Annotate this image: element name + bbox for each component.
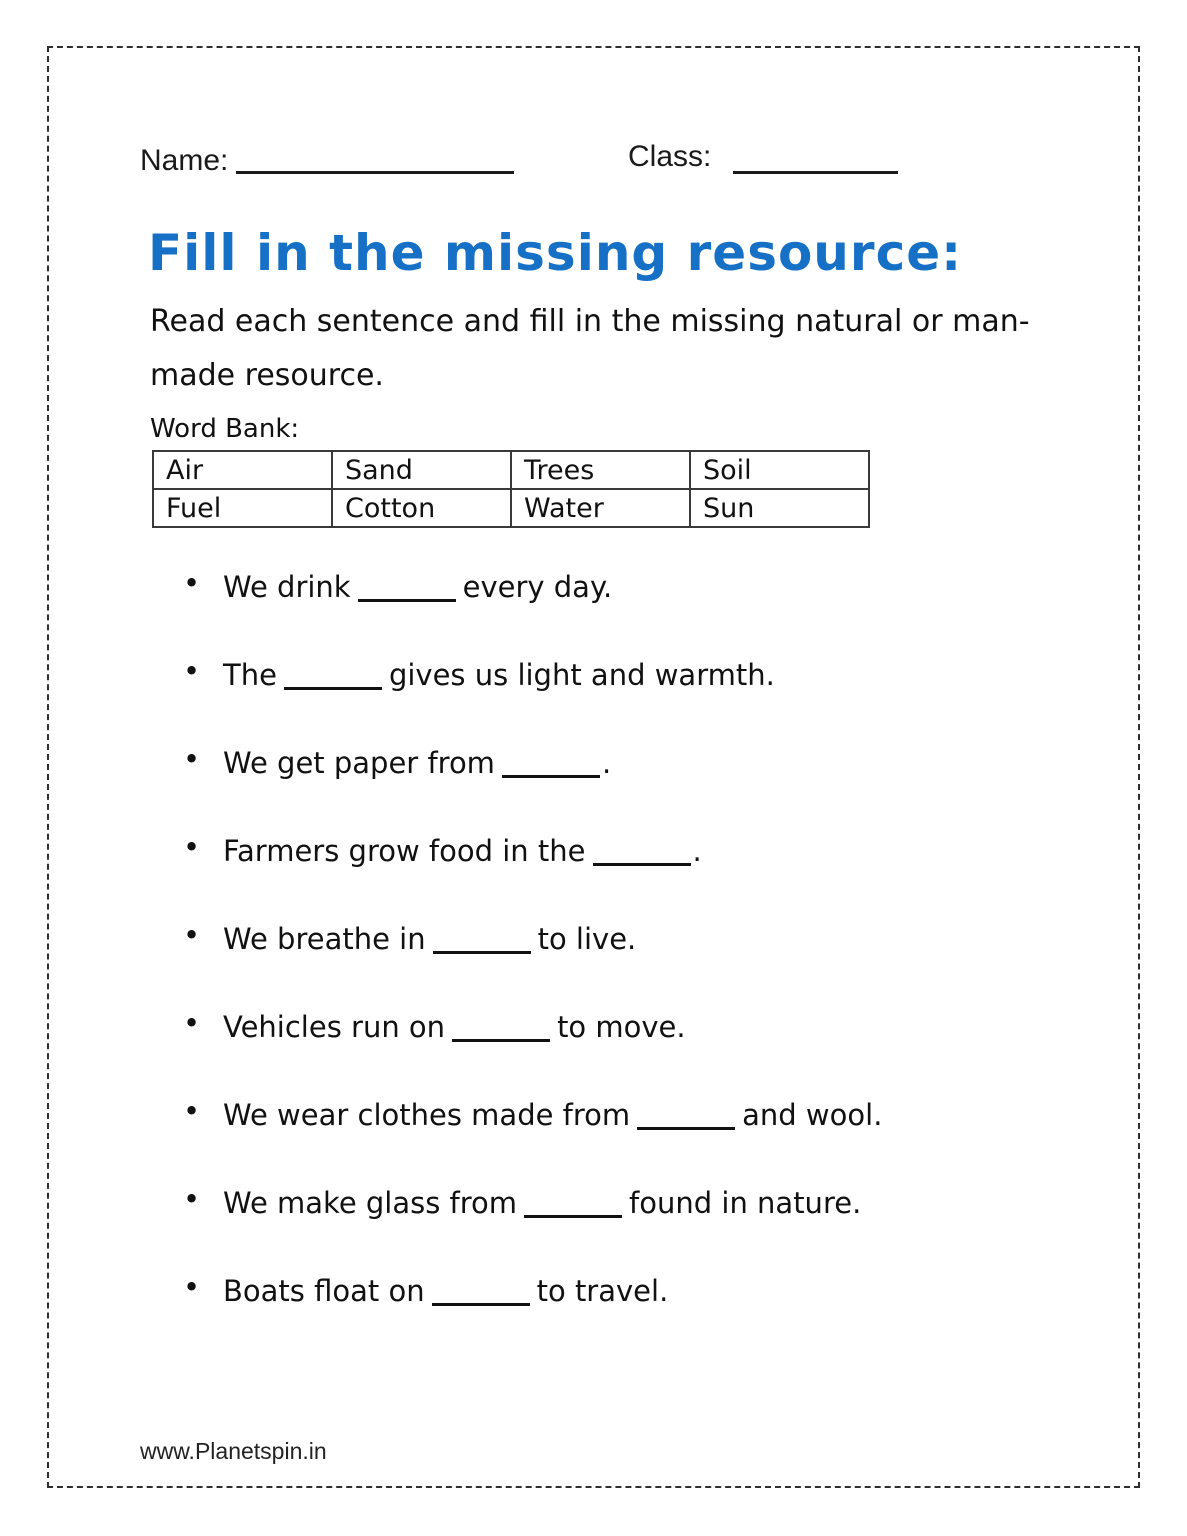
instruction-line-1: Read each sentence and fill in the missing natural or man- [150,304,1030,339]
name-class-row [140,140,900,178]
sentence-after: . [692,834,702,868]
sentence-before: Farmers grow food in the [223,834,586,868]
sentence-after: to move. [557,1010,686,1044]
class-label: Class: [628,140,712,173]
bullet-dot: • [183,1270,201,1304]
sentence-after: and wool. [742,1098,883,1132]
answer-blank[interactable] [433,925,531,954]
answer-blank[interactable] [432,1277,530,1306]
sentence-item [183,1184,882,1272]
sentence-after: found in nature. [629,1186,862,1220]
word-bank-cell: Air [153,451,332,489]
sentence-item [183,832,882,920]
sentence-after: every day. [462,570,613,604]
bullet-dot: • [183,1182,201,1216]
sentence-before: Vehicles run on [223,1010,446,1044]
word-bank-row [153,451,869,489]
word-bank-cell: Cotton [332,489,511,527]
sentence-after: to live. [537,922,637,956]
sentence-before: Boats float on [223,1274,425,1308]
word-bank-cell: Sand [332,451,511,489]
sentence-item [183,744,882,832]
sentence-before: The [223,658,277,692]
bullet-dot: • [183,654,201,688]
sentence-item [183,656,882,744]
word-bank-cell: Soil [690,451,869,489]
instruction-line-2: made resource. [150,358,384,393]
sentence-before: We get paper from [223,746,495,780]
sentence-before: We wear clothes made from [223,1098,631,1132]
word-bank-cell: Fuel [153,489,332,527]
bullet-dot: • [183,566,201,600]
word-bank-cell: Sun [690,489,869,527]
answer-blank[interactable] [593,837,691,866]
word-bank-cell: Water [511,489,690,527]
sentence-after: gives us light and warmth. [388,658,775,692]
sentence-item [183,1008,882,1096]
sentence-item [183,1096,882,1184]
sentence-item [183,920,882,1008]
sentence-before: We breathe in [223,922,426,956]
word-bank-table [152,450,870,528]
answer-blank[interactable] [637,1101,735,1130]
name-blank-field[interactable] [236,144,514,174]
sentence-before: We drink [223,570,351,604]
name-label: Name: [140,144,229,177]
answer-blank[interactable] [284,661,382,690]
website-footer: www.Planetspin.in [140,1438,327,1464]
bullet-dot: • [183,830,201,864]
sentence-before: We make glass from [223,1186,518,1220]
answer-blank[interactable] [524,1189,622,1218]
answer-blank[interactable] [502,749,600,778]
bullet-dot: • [183,918,201,952]
bullet-dot: • [183,742,201,776]
word-bank-label: Word Bank: [150,414,300,444]
answer-blank[interactable] [358,573,456,602]
sentence-list [183,568,882,1360]
word-bank-cell: Trees [511,451,690,489]
bullet-dot: • [183,1006,201,1040]
instruction-text [150,295,1030,403]
bullet-dot: • [183,1094,201,1128]
sentence-item [183,568,882,656]
sentence-after: . [601,746,612,780]
answer-blank[interactable] [452,1013,550,1042]
page-title: Fill in the missing resource: [148,224,963,282]
sentence-item [183,1272,882,1360]
class-blank-field[interactable] [733,144,898,174]
sentence-after: to travel. [536,1274,669,1308]
word-bank-row [153,489,869,527]
